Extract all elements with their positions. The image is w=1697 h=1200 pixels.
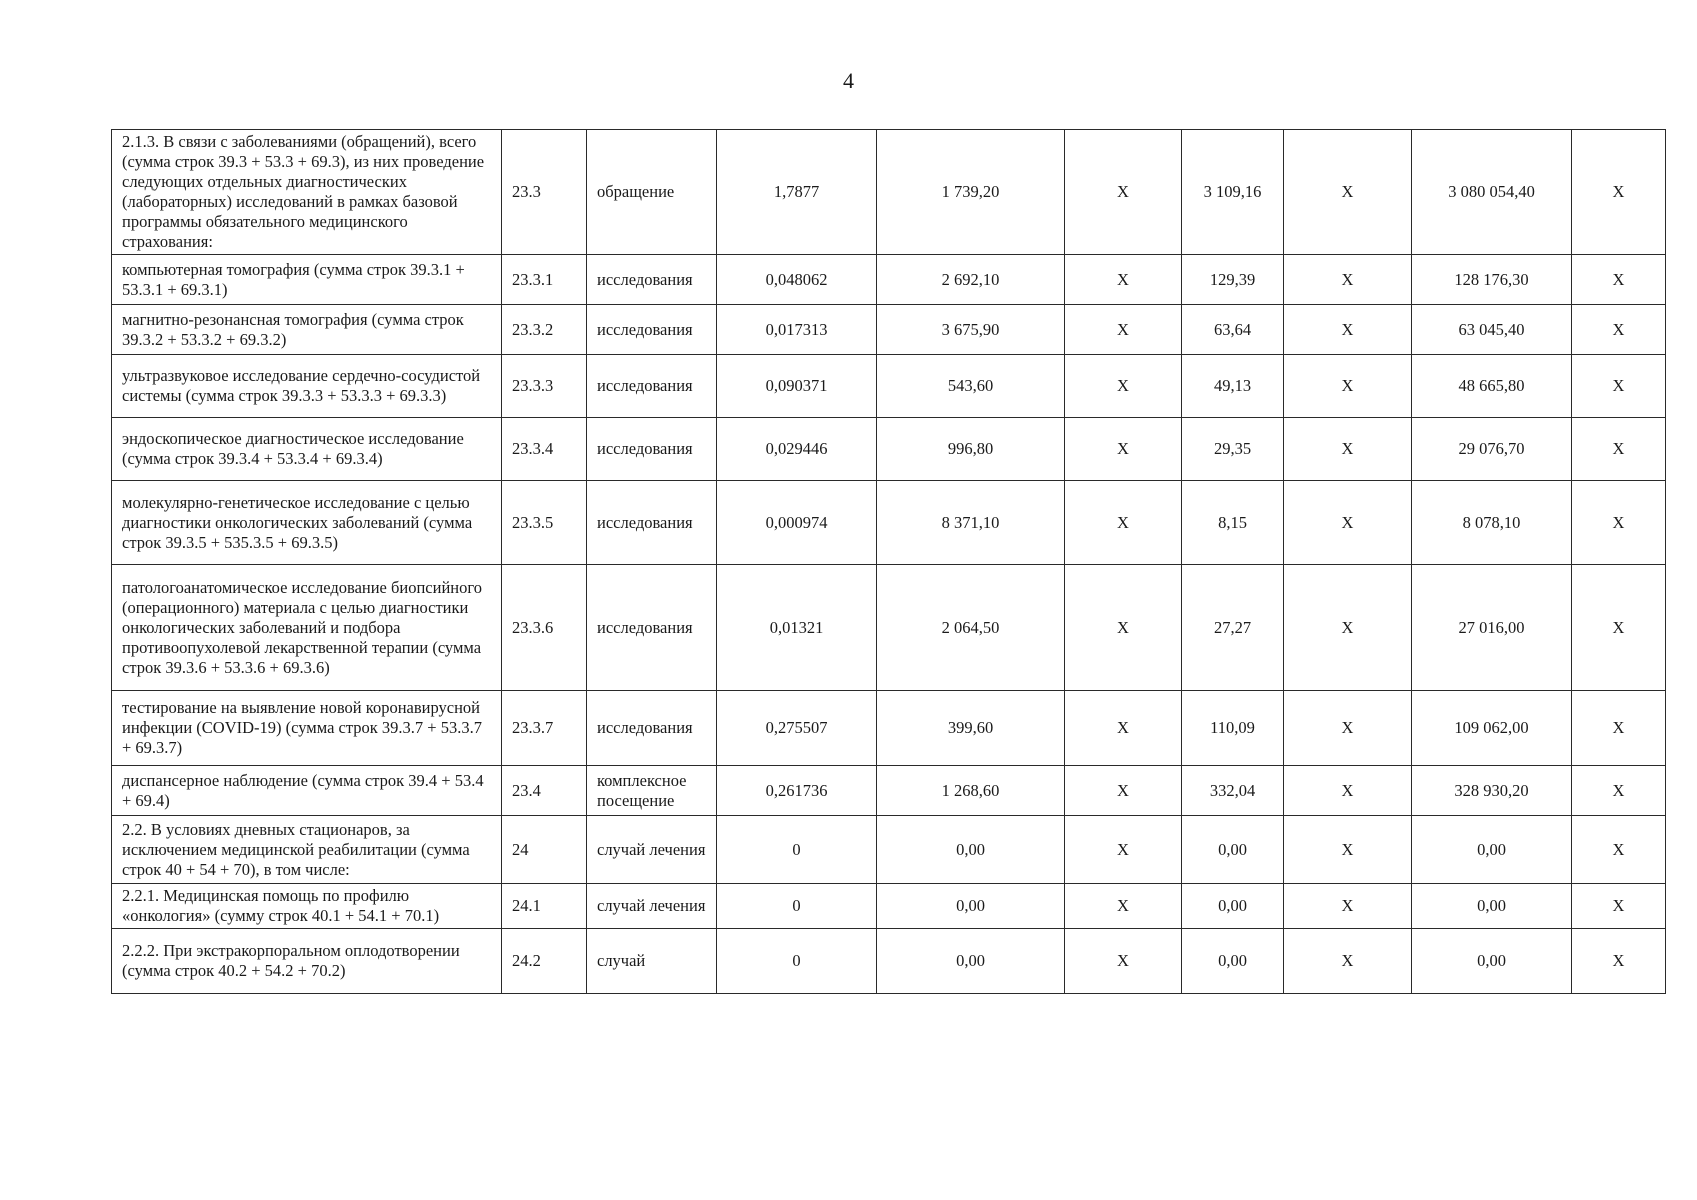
line-number: 23.3.5 bbox=[502, 481, 587, 565]
per-capita-norm: 49,13 bbox=[1182, 355, 1284, 418]
unit-of-measure: исследования bbox=[587, 481, 717, 565]
line-number: 23.3.6 bbox=[502, 565, 587, 691]
per-capita-norm: 3 109,16 bbox=[1182, 130, 1284, 255]
line-number: 24 bbox=[502, 816, 587, 884]
cost-norm: 0,00 bbox=[877, 816, 1065, 884]
x-mark: X bbox=[1284, 130, 1412, 255]
per-capita-norm: 332,04 bbox=[1182, 766, 1284, 816]
x-mark: X bbox=[1284, 884, 1412, 929]
total-cost: 48 665,80 bbox=[1412, 355, 1572, 418]
x-mark: X bbox=[1065, 766, 1182, 816]
cost-norm: 399,60 bbox=[877, 691, 1065, 766]
x-mark: X bbox=[1065, 130, 1182, 255]
volume-norm: 0,01321 bbox=[717, 565, 877, 691]
total-cost: 109 062,00 bbox=[1412, 691, 1572, 766]
per-capita-norm: 63,64 bbox=[1182, 305, 1284, 355]
unit-of-measure: случай лечения bbox=[587, 884, 717, 929]
x-mark: X bbox=[1572, 130, 1666, 255]
x-mark: X bbox=[1065, 481, 1182, 565]
volume-norm: 0,275507 bbox=[717, 691, 877, 766]
x-mark: X bbox=[1284, 418, 1412, 481]
line-number: 23.3.4 bbox=[502, 418, 587, 481]
x-mark: X bbox=[1572, 816, 1666, 884]
total-cost: 128 176,30 bbox=[1412, 255, 1572, 305]
page-number: 4 bbox=[843, 68, 854, 93]
line-number: 23.3 bbox=[502, 130, 587, 255]
indicator-name: тестирование на выявление новой коронавирусной инфекции (COVID-19) (сумма строк 39.3.7 + 53.3.7 + 69.3.7) bbox=[112, 691, 502, 766]
x-mark: X bbox=[1284, 255, 1412, 305]
per-capita-norm: 0,00 bbox=[1182, 884, 1284, 929]
indicator-name: 2.2.1. Медицинская помощь по профилю «онкология» (сумму строк 40.1 + 54.1 + 70.1) bbox=[112, 884, 502, 929]
line-number: 23.3.3 bbox=[502, 355, 587, 418]
volume-norm: 0,017313 bbox=[717, 305, 877, 355]
total-cost: 0,00 bbox=[1412, 816, 1572, 884]
x-mark: X bbox=[1284, 481, 1412, 565]
x-mark: X bbox=[1572, 305, 1666, 355]
x-mark: X bbox=[1572, 481, 1666, 565]
volume-norm: 0,029446 bbox=[717, 418, 877, 481]
x-mark: X bbox=[1572, 766, 1666, 816]
x-mark: X bbox=[1572, 355, 1666, 418]
per-capita-norm: 129,39 bbox=[1182, 255, 1284, 305]
indicator-name: 2.1.3. В связи с заболеваниями (обращений), всего (сумма строк 39.3 + 53.3 + 69.3), из них проведение следующих отдельных диагностических (лабораторных) исследований в рамках базовой программы обязательного медицинского страхования: bbox=[112, 130, 502, 255]
table-row bbox=[112, 816, 1666, 884]
indicator-name: эндоскопическое диагностическое исследование (сумма строк 39.3.4 + 53.3.4 + 69.3.4) bbox=[112, 418, 502, 481]
cost-norm: 2 692,10 bbox=[877, 255, 1065, 305]
x-mark: X bbox=[1284, 766, 1412, 816]
x-mark: X bbox=[1065, 691, 1182, 766]
indicator-name: компьютерная томография (сумма строк 39.3.1 + 53.3.1 + 69.3.1) bbox=[112, 255, 502, 305]
unit-of-measure: обращение bbox=[587, 130, 717, 255]
table-row bbox=[112, 418, 1666, 481]
volume-norm: 0 bbox=[717, 884, 877, 929]
x-mark: X bbox=[1065, 816, 1182, 884]
cost-norm: 0,00 bbox=[877, 884, 1065, 929]
line-number: 23.3.2 bbox=[502, 305, 587, 355]
total-cost: 0,00 bbox=[1412, 929, 1572, 994]
x-mark: X bbox=[1572, 418, 1666, 481]
x-mark: X bbox=[1572, 691, 1666, 766]
line-number: 24.1 bbox=[502, 884, 587, 929]
total-cost: 0,00 bbox=[1412, 884, 1572, 929]
table-body bbox=[112, 130, 1666, 994]
x-mark: X bbox=[1065, 305, 1182, 355]
volume-norm: 0,000974 bbox=[717, 481, 877, 565]
total-cost: 29 076,70 bbox=[1412, 418, 1572, 481]
total-cost: 3 080 054,40 bbox=[1412, 130, 1572, 255]
table-row bbox=[112, 691, 1666, 766]
table-row bbox=[112, 255, 1666, 305]
indicator-name: молекулярно-генетическое исследование с целью диагностики онкологических заболеваний (сумма строк 39.3.5 + 535.3.5 + 69.3.5) bbox=[112, 481, 502, 565]
table-row bbox=[112, 766, 1666, 816]
indicator-name: 2.2. В условиях дневных стационаров, за исключением медицинской реабилитации (сумма строк 40 + 54 + 70), в том числе: bbox=[112, 816, 502, 884]
indicator-name: патологоанатомическое исследование биопсийного (операционного) материала с целью диагностики онкологических заболеваний и подбора противоопухолевой лекарственной терапии (сумма строк 39.3.6 + 53.3.6 + 69.3.6) bbox=[112, 565, 502, 691]
line-number: 24.2 bbox=[502, 929, 587, 994]
table-row bbox=[112, 130, 1666, 255]
per-capita-norm: 110,09 bbox=[1182, 691, 1284, 766]
total-cost: 328 930,20 bbox=[1412, 766, 1572, 816]
x-mark: X bbox=[1572, 255, 1666, 305]
total-cost: 8 078,10 bbox=[1412, 481, 1572, 565]
x-mark: X bbox=[1065, 929, 1182, 994]
cost-norm: 1 739,20 bbox=[877, 130, 1065, 255]
table-row bbox=[112, 929, 1666, 994]
per-capita-norm: 8,15 bbox=[1182, 481, 1284, 565]
indicator-name: 2.2.2. При экстракорпоральном оплодотворении (сумма строк 40.2 + 54.2 + 70.2) bbox=[112, 929, 502, 994]
volume-norm: 0,048062 bbox=[717, 255, 877, 305]
unit-of-measure: исследования bbox=[587, 565, 717, 691]
line-number: 23.4 bbox=[502, 766, 587, 816]
unit-of-measure: комплексное посещение bbox=[587, 766, 717, 816]
cost-norm: 2 064,50 bbox=[877, 565, 1065, 691]
per-capita-norm: 0,00 bbox=[1182, 816, 1284, 884]
table-row bbox=[112, 884, 1666, 929]
volume-norm: 0,090371 bbox=[717, 355, 877, 418]
x-mark: X bbox=[1572, 929, 1666, 994]
table-row bbox=[112, 305, 1666, 355]
indicator-name: диспансерное наблюдение (сумма строк 39.4 + 53.4 + 69.4) bbox=[112, 766, 502, 816]
cost-norm: 3 675,90 bbox=[877, 305, 1065, 355]
table-row bbox=[112, 565, 1666, 691]
volume-norm: 0 bbox=[717, 816, 877, 884]
table-row bbox=[112, 355, 1666, 418]
unit-of-measure: исследования bbox=[587, 355, 717, 418]
per-capita-norm: 27,27 bbox=[1182, 565, 1284, 691]
cost-norm: 8 371,10 bbox=[877, 481, 1065, 565]
per-capita-norm: 0,00 bbox=[1182, 929, 1284, 994]
x-mark: X bbox=[1284, 691, 1412, 766]
x-mark: X bbox=[1284, 816, 1412, 884]
line-number: 23.3.7 bbox=[502, 691, 587, 766]
x-mark: X bbox=[1284, 355, 1412, 418]
unit-of-measure: исследования bbox=[587, 691, 717, 766]
unit-of-measure: случай bbox=[587, 929, 717, 994]
cost-norm: 543,60 bbox=[877, 355, 1065, 418]
unit-of-measure: исследования bbox=[587, 418, 717, 481]
x-mark: X bbox=[1065, 565, 1182, 691]
unit-of-measure: случай лечения bbox=[587, 816, 717, 884]
x-mark: X bbox=[1065, 884, 1182, 929]
volume-norm: 0,261736 bbox=[717, 766, 877, 816]
x-mark: X bbox=[1065, 355, 1182, 418]
x-mark: X bbox=[1284, 305, 1412, 355]
per-capita-norm: 29,35 bbox=[1182, 418, 1284, 481]
x-mark: X bbox=[1065, 255, 1182, 305]
total-cost: 63 045,40 bbox=[1412, 305, 1572, 355]
indicator-name: ультразвуковое исследование сердечно-сосудистой системы (сумма строк 39.3.3 + 53.3.3 + 69.3.3) bbox=[112, 355, 502, 418]
volume-norm: 0 bbox=[717, 929, 877, 994]
x-mark: X bbox=[1284, 565, 1412, 691]
cost-norm: 996,80 bbox=[877, 418, 1065, 481]
indicator-name: магнитно-резонансная томография (сумма строк 39.3.2 + 53.3.2 + 69.3.2) bbox=[112, 305, 502, 355]
x-mark: X bbox=[1572, 884, 1666, 929]
unit-of-measure: исследования bbox=[587, 305, 717, 355]
x-mark: X bbox=[1065, 418, 1182, 481]
volumes-table bbox=[111, 129, 1666, 994]
x-mark: X bbox=[1284, 929, 1412, 994]
volume-norm: 1,7877 bbox=[717, 130, 877, 255]
table-row bbox=[112, 481, 1666, 565]
line-number: 23.3.1 bbox=[502, 255, 587, 305]
x-mark: X bbox=[1572, 565, 1666, 691]
cost-norm: 0,00 bbox=[877, 929, 1065, 994]
total-cost: 27 016,00 bbox=[1412, 565, 1572, 691]
unit-of-measure: исследования bbox=[587, 255, 717, 305]
cost-norm: 1 268,60 bbox=[877, 766, 1065, 816]
